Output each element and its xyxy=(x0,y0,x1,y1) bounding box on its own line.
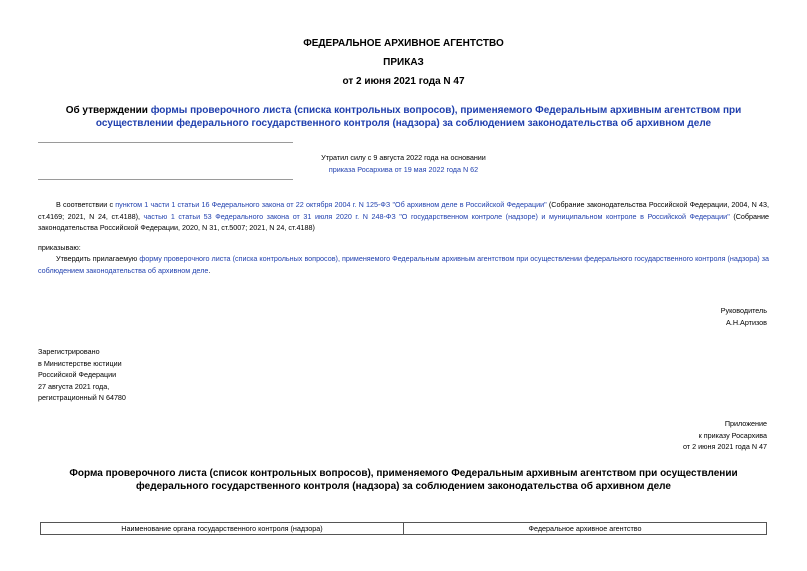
document-type: ПРИКАЗ xyxy=(383,57,424,68)
signature-block xyxy=(721,305,767,328)
registration-line: Российской Федерации xyxy=(38,370,117,379)
registration-line: Зарегистрировано xyxy=(38,347,100,356)
divider-bottom xyxy=(38,179,293,180)
registration-line: 27 августа 2021 года, xyxy=(38,381,110,391)
appendix-line: от 2 июня 2021 года N 47 xyxy=(682,442,767,451)
status-note-link[interactable]: приказа Росархива от 19 мая 2022 года N 62 xyxy=(328,164,479,174)
law-125-link[interactable]: пунктом 1 части 1 статьи 16 Федерального закона от 22 октября 2004 г. N 125-ФЗ "Об архивном деле в Российской Федерации" xyxy=(115,200,547,209)
divider-top xyxy=(38,142,293,143)
table-cell-value: Федеральное архивное агентство xyxy=(404,523,767,535)
approve-text-1: Утвердить прилагаемую xyxy=(56,254,140,263)
signature-position: Руководитель xyxy=(720,306,767,315)
basis-text-1: В соответствии с xyxy=(56,200,116,209)
table-row xyxy=(41,523,767,535)
appendix-line: к приказу Росархива xyxy=(698,430,767,440)
paragraph-basis xyxy=(38,199,769,234)
approve-text-2: . xyxy=(208,265,211,275)
basis-text-2: (Собрание законодательства Российской Федерации, 2004, N 43, ст.4169; 2021, N 24, ст.4188), xyxy=(38,200,769,221)
agency-name: ФЕДЕРАЛЬНОЕ АРХИВНОЕ АГЕНТСТВО xyxy=(303,38,504,49)
paragraph-approve xyxy=(38,253,769,276)
document-date-number: от 2 июня 2021 года N 47 xyxy=(342,76,465,87)
form-title: Форма проверочного листа (список контрольных вопросов), применяемого Федеральным архивным агентством при осуществлении федерального государственного контроля (надзора) за соблюдением законодательства об архивном деле xyxy=(69,468,738,492)
status-note-text: Утратил силу с 9 августа 2022 года на основании xyxy=(321,153,486,162)
registration-block xyxy=(38,346,126,404)
document-title-link[interactable]: формы проверочного листа (списка контрольных вопросов), применяемого Федеральным архивным агентством при осуществлении федерального государственного контроля (надзора) за соблюдением законодательства об архивном деле xyxy=(95,105,742,129)
registration-line: регистрационный N 64780 xyxy=(38,393,126,402)
appendix-line: Приложение xyxy=(724,419,767,428)
registration-line: в Министерстве юстиции xyxy=(38,358,122,368)
signature-name: А.Н.Артизов xyxy=(726,317,767,327)
law-248-link[interactable]: частью 1 статьи 53 Федерального закона от 31 июля 2020 г. N 248-ФЗ "О государственном контроле (надзоре) и муниципальном контроле в Российской Федерации" xyxy=(143,211,730,221)
document-title-prefix: Об утверждении xyxy=(65,105,151,116)
form-link[interactable]: форму проверочного листа (списка контрольных вопросов), применяемого Федеральным архивным агентством при осуществлении федерального государственного контроля (надзора) за соблюдением законодательства об архивном деле xyxy=(38,254,769,275)
order-word: приказываю: xyxy=(38,243,81,252)
status-note xyxy=(300,152,507,175)
document-title xyxy=(60,104,747,130)
table-cell-label: Наименование органа государственного контроля (надзора) xyxy=(41,523,404,535)
appendix-block xyxy=(683,418,767,453)
control-authority-table xyxy=(40,522,767,535)
basis-text-3: (Собрание законодательства Российской Федерации, 2020, N 31, ст.5007; 2021, N 24, ст.4188) xyxy=(38,211,769,232)
